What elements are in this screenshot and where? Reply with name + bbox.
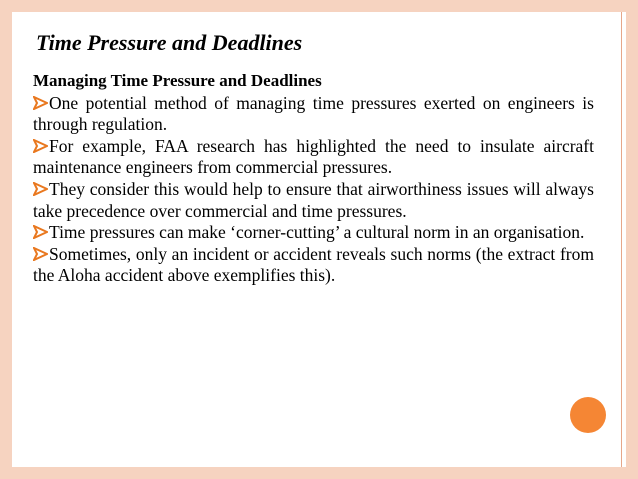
hollow-triangle-bullet-icon xyxy=(33,225,48,239)
bullet-item xyxy=(33,244,594,287)
hollow-triangle-bullet-icon xyxy=(33,182,48,196)
slide-title: Time Pressure and Deadlines xyxy=(36,30,303,55)
bullet-item xyxy=(33,222,594,244)
hollow-triangle-bullet-icon xyxy=(33,139,48,153)
slide-content xyxy=(33,70,594,287)
bullet-text: One potential method of managing time pressures exerted on engineers is through regulation. xyxy=(33,92,594,135)
bullet-text: For example, FAA research has highlighted the need to insulate aircraft maintenance engineers from commercial pressures. xyxy=(33,135,594,178)
bullet-item xyxy=(33,136,594,179)
bullet-text: They consider this would help to ensure that airworthiness issues will always take precedence over commercial and time pressures. xyxy=(33,178,594,221)
orange-circle-decoration-icon xyxy=(570,397,606,433)
hollow-triangle-bullet-icon xyxy=(33,247,48,261)
bullet-text: Sometimes, only an incident or accident reveals such norms (the extract from the Aloha accident above exemplifies this). xyxy=(33,243,594,286)
bullet-item xyxy=(33,93,594,136)
vertical-rule xyxy=(621,12,622,467)
hollow-triangle-bullet-icon xyxy=(33,96,48,110)
slide-subheading: Managing Time Pressure and Deadlines xyxy=(33,71,322,90)
bullet-item xyxy=(33,179,594,222)
bullet-text: Time pressures can make ‘corner-cutting’ a cultural norm in an organisation. xyxy=(49,222,585,243)
